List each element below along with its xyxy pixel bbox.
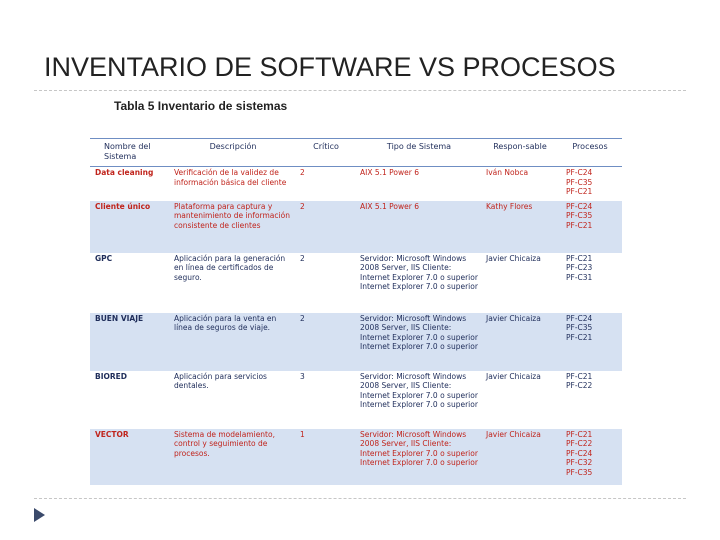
table-row: [90, 313, 622, 371]
table-caption: Tabla 5 Inventario de sistemas: [114, 99, 288, 113]
top-divider: [34, 90, 686, 91]
cell-processes: [558, 167, 622, 201]
process-code: PF-C21: [566, 332, 593, 342]
inventory-table: [90, 138, 622, 485]
cell-processes: [558, 201, 622, 253]
table-row: [90, 253, 622, 313]
table-row: [90, 201, 622, 253]
triangle-bullet-icon: [34, 508, 45, 522]
process-code: PF-C21: [566, 220, 593, 230]
cell-system-name: GPC: [95, 253, 113, 263]
cell-critical: 2: [300, 168, 305, 177]
process-code: PF-C35: [566, 211, 593, 220]
table-row: [90, 371, 622, 429]
cell-processes: [558, 313, 622, 371]
cell-owner: Iván Nobca: [486, 168, 529, 177]
process-code: PF-C21: [566, 371, 593, 381]
cell-description: Aplicación para la venta en línea de seguros de viaje.: [170, 313, 296, 371]
slide-title: INVENTARIO DE SOFTWARE VS PROCESOS: [44, 52, 616, 82]
cell-owner: Javier Chicaiza: [486, 371, 541, 381]
header-type: Tipo de Sistema: [356, 139, 482, 167]
cell-critical: 1: [296, 429, 356, 485]
cell-system-name: BIORED: [95, 371, 128, 381]
cell-processes: [558, 253, 622, 313]
header-description: Descripción: [170, 139, 296, 167]
process-code: PF-C23: [566, 263, 593, 272]
cell-owner: Javier Chicaiza: [482, 429, 558, 485]
process-code: PF-C35: [566, 467, 593, 477]
cell-system-name: Data cleaning: [95, 168, 154, 177]
process-code: PF-C35: [566, 177, 593, 187]
cell-system-type: AIX 5.1 Power 6: [356, 201, 482, 253]
process-code: PF-C22: [566, 381, 593, 390]
cell-system-name: Cliente único: [90, 201, 170, 253]
cell-processes: [558, 429, 622, 485]
cell-critical: 3: [300, 371, 305, 381]
process-code: PF-C32: [566, 458, 593, 467]
cell-system-type: Servidor: Microsoft Windows 2008 Server, IIS Cliente: Internet Explorer 7.0 o superior Internet Explorer 7.0 o superior: [360, 371, 478, 409]
cell-system-type: Servidor: Microsoft Windows 2008 Server, IIS Cliente: Internet Explorer 7.0 o superior Internet Explorer 7.0 o superior: [360, 253, 478, 291]
cell-processes: [558, 371, 622, 429]
cell-owner: Kathy Flores: [482, 201, 558, 253]
table-header-row: [90, 139, 622, 167]
process-code: PF-C24: [566, 448, 593, 458]
cell-system-type: Servidor: Microsoft Windows 2008 Server, IIS Cliente: Internet Explorer 7.0 o superior Internet Explorer 7.0 o superior: [356, 429, 482, 485]
cell-description: Aplicación para servicios dentales.: [174, 371, 267, 390]
cell-system-name: VECTOR: [90, 429, 170, 485]
table-row: [90, 167, 622, 201]
bottom-divider: [34, 498, 686, 499]
header-name: Nombre del Sistema: [90, 139, 170, 167]
cell-critical: 2: [300, 253, 305, 263]
cell-owner: Javier Chicaiza: [486, 253, 541, 263]
header-owner: Respon-sable: [482, 139, 558, 167]
process-code: PF-C21: [566, 253, 593, 263]
header-critical: Crítico: [296, 139, 356, 167]
cell-description: Sistema de modelamiento, control y seguimiento de procesos.: [170, 429, 296, 485]
cell-system-type: Servidor: Microsoft Windows 2008 Server, IIS Cliente: Internet Explorer 7.0 o superior Internet Explorer 7.0 o superior: [356, 313, 482, 371]
cell-system-type: AIX 5.1 Power 6: [360, 168, 420, 177]
cell-critical: 2: [296, 313, 356, 371]
process-code: PF-C24: [566, 313, 593, 323]
process-code: PF-C24: [566, 201, 593, 211]
cell-critical: 2: [296, 201, 356, 253]
header-processes: Procesos: [558, 139, 622, 167]
cell-description: Verificación de la validez de información básica del cliente: [174, 168, 287, 187]
cell-system-name: BUEN VIAJE: [90, 313, 170, 371]
table-row: [90, 429, 622, 485]
process-code: PF-C22: [566, 439, 593, 448]
process-code: PF-C31: [566, 272, 593, 282]
process-code: PF-C21: [566, 187, 593, 196]
process-code: PF-C24: [566, 168, 593, 177]
process-code: PF-C21: [566, 429, 593, 439]
cell-description: Aplicación para la generación en línea de certificados de seguro.: [174, 253, 286, 282]
process-code: PF-C35: [566, 323, 593, 332]
cell-description: Plataforma para captura y mantenimiento de información consistente de clientes: [170, 201, 296, 253]
cell-owner: Javier Chicaiza: [482, 313, 558, 371]
